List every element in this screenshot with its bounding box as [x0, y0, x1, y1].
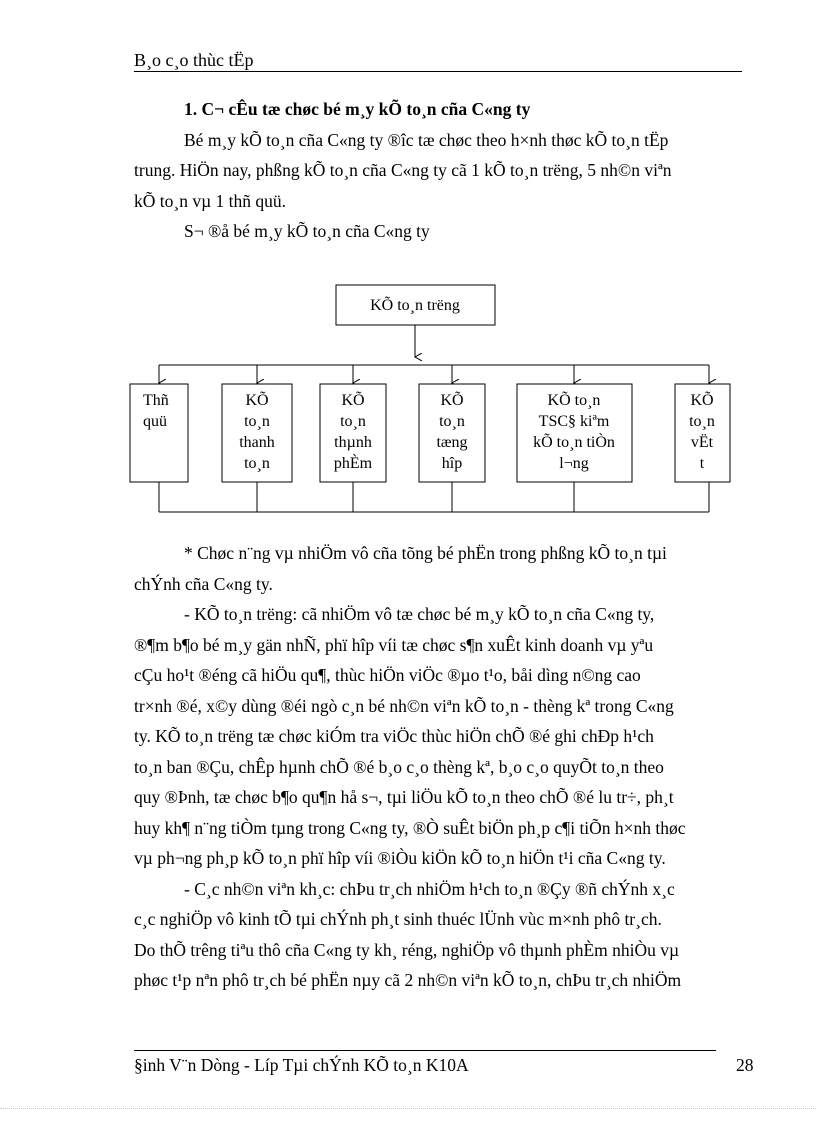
- box-label: KÕ to¸n: [547, 392, 601, 409]
- box-label: thanh: [239, 434, 275, 451]
- page-bottom-border: [0, 1108, 816, 1109]
- intro-line: Bé m¸y kÕ to¸n cña C«ng ty ®îc tæ chøc theo h×nh thøc kÕ to¸n tËp: [184, 129, 669, 150]
- section-heading: 1. C¬ cÊu tæ chøc bé m¸y kÕ to¸n cña C«ng ty: [184, 99, 531, 119]
- footer-author: §inh V¨n Dòng - Líp Tµi chÝnh KÕ to¸n K10A: [134, 1055, 469, 1075]
- footer-divider: [134, 1050, 716, 1051]
- box-label: vËt: [690, 434, 714, 451]
- box-label: TSC§ kiªm: [538, 413, 610, 430]
- report-title: B¸o c¸o thùc tËp: [134, 50, 254, 70]
- intro-line: trung. HiÖn nay, phßng kÕ to¸n cña C«ng ty cã 1 kÕ to¸n trëng, 5 nh©n viªn: [134, 160, 672, 180]
- box-label: phÈm: [333, 455, 373, 472]
- para3-line: phøc t¹p nªn phô tr¸ch bé phËn nµy cã 2 nh©n viªn kÕ to¸n, chÞu tr¸ch nhiÖm: [134, 970, 682, 990]
- box-label: tæng: [436, 434, 468, 451]
- para2-line: cÇu ho¹t ®éng cã hiÖu qu¶, thùc hiÖn viÖc ®µo t¹o, båi dìng n©ng cao: [134, 665, 641, 685]
- para2-line: huy kh¶ n¨ng tiÒm tµng trong C«ng ty, ®Ò suÊt biÖn ph¸p c¶i tiÕn h×nh thøc: [134, 817, 686, 838]
- para2-line: to¸n ban ®Çu, chÊp hµnh chÕ ®é b¸o c¸o thèng kª, b¸o c¸o quyÕt to¸n theo: [134, 756, 664, 777]
- para1-line: chÝnh cña C«ng ty.: [134, 573, 273, 594]
- box-label: kÕ to¸n tiÒn: [533, 434, 615, 451]
- box-label: Thñ: [143, 392, 169, 409]
- box-label: KÕ: [440, 392, 464, 409]
- box-label: t: [699, 455, 705, 472]
- body-text: [134, 538, 742, 996]
- para2-line: ty. KÕ to¸n trëng tæ chøc kiÓm tra viÖc thùc hiÖn chÕ ®é ghi chÐp h¹ch: [134, 726, 654, 746]
- para2-line: vµ ph¬ng ph¸p kÕ to¸n phï hîp víi ®iÒu kiÖn kÕ to¸n hiÖn t¹i cña C«ng ty.: [134, 848, 666, 868]
- diagram-caption: S¬ ®å bé m¸y kÕ to¸n cña C«ng ty: [184, 221, 430, 241]
- box-label: l¬ng: [559, 455, 589, 472]
- page-number: 28: [736, 1055, 754, 1075]
- box-label: quü: [143, 413, 167, 430]
- para3-line: - C¸c nh©n viªn kh¸c: chÞu tr¸ch nhiÖm h¹ch to¸n ®Çy ®ñ chÝnh x¸c: [184, 878, 675, 899]
- box-label: to¸n: [439, 413, 465, 430]
- box-label: to¸n: [244, 455, 270, 472]
- org-chart: [0, 0, 816, 540]
- intro-line: kÕ to¸n vµ 1 thñ quü.: [134, 190, 287, 211]
- box-label: to¸n: [340, 413, 366, 430]
- box-label: KÕ: [245, 392, 269, 409]
- para2-line: - KÕ to¸n trëng: cã nhiÖm vô tæ chøc bé m¸y kÕ to¸n cña C«ng ty,: [184, 604, 655, 624]
- para3-line: Do thÕ trêng tiªu thô cña C«ng ty kh¸ réng, nghiÖp vô thµnh phÈm nhiÒu vµ: [134, 939, 680, 960]
- chief-accountant-label: KÕ to¸n trëng: [370, 297, 460, 314]
- para2-line: quy ®Þnh, tæ chøc b¶o qu¶n hå s¬, tµi liÖu kÕ to¸n theo chÕ ®é lu tr÷, ph¸t: [134, 787, 674, 807]
- box-label: to¸n: [244, 413, 270, 430]
- box-label: to¸n: [689, 413, 715, 430]
- box-label: KÕ: [690, 392, 714, 409]
- box-label: thµnh: [334, 434, 372, 451]
- para2-line: ®¶m b¶o bé m¸y gän nhÑ, phï hîp víi tæ chøc s¶n xuÊt kinh doanh vµ yªu: [134, 634, 654, 655]
- para2-line: tr×nh ®é, x©y dùng ®éi ngò c¸n bé nh©n viªn kÕ to¸n - thèng kª trong C«ng: [134, 695, 674, 716]
- box-label: hîp: [441, 455, 463, 472]
- para1-line: * Chøc n¨ng vµ nhiÖm vô cña tõng bé phËn trong phßng kÕ to¸n tµi: [184, 543, 667, 563]
- para3-line: c¸c nghiÖp vô kinh tÕ tµi chÝnh ph¸t sinh thuéc lÜnh vùc m×nh phô tr¸ch.: [134, 909, 662, 929]
- box-label: KÕ: [341, 392, 365, 409]
